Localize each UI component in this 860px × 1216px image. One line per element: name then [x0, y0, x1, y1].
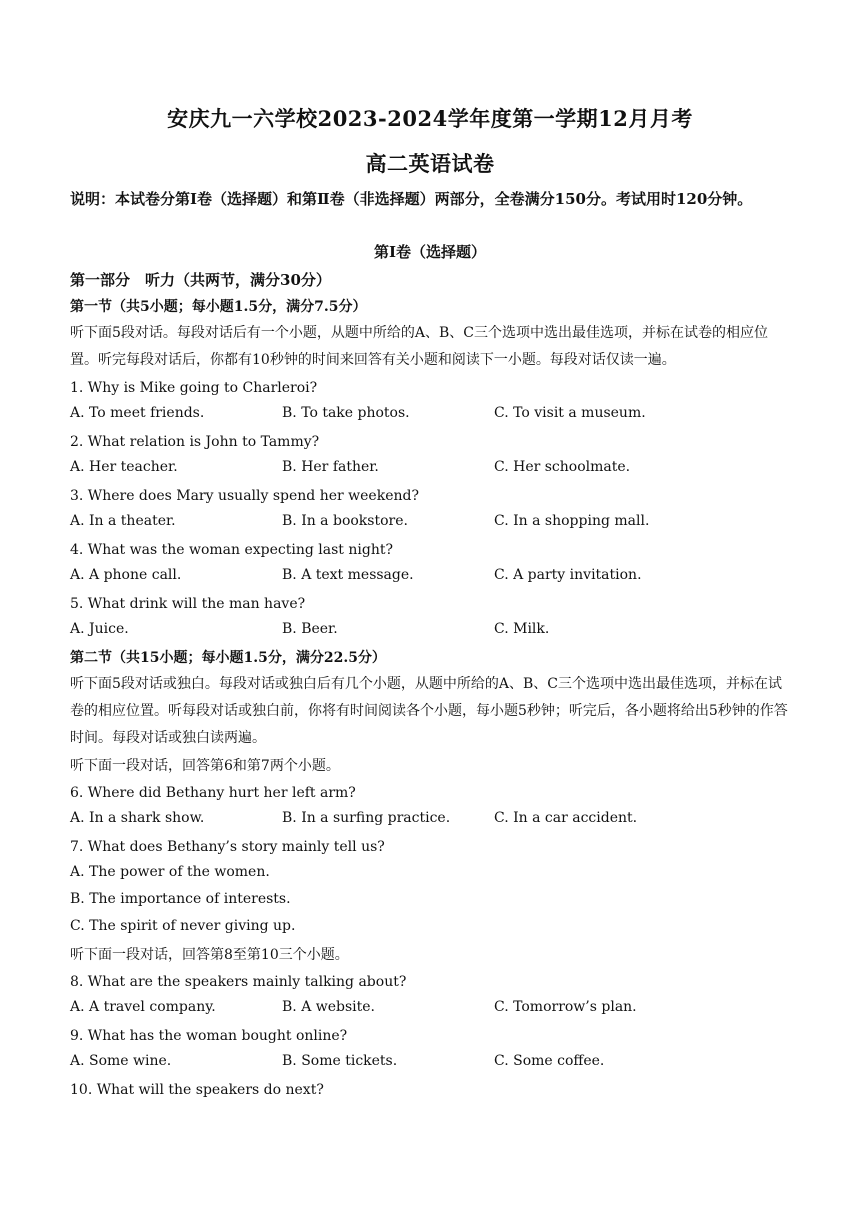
q3-option-b: B. In a bookstore.: [282, 513, 408, 529]
exam-note: 说明：本试卷分第Ⅰ卷（选择题）和第Ⅱ卷（非选择题）两部分，全卷满分150分。考试用时120分钟。: [70, 190, 753, 208]
question-5: 5. What drink will the man have?: [70, 596, 306, 612]
q6-option-c: C. In a car accident.: [494, 810, 638, 826]
q1-option-a: A. To meet friends.: [70, 405, 205, 421]
section2-heading: 第二节（共15小题；每小题1.5分，满分22.5分）: [70, 650, 386, 666]
exam-subtitle: 高二英语试卷: [365, 151, 495, 176]
question-10: 10. What will the speakers do next?: [70, 1082, 324, 1098]
q4-option-b: B. A text message.: [282, 567, 414, 583]
section1-instructions: 听下面5段对话。每段对话后有一个小题，从题中所给的A、B、C三个选项中选出最佳选项，并标在试卷的相应位置。听完每段对话后，你都有10秒钟的时间来回答有关小题和阅读下一小题。每段对话仅读一遍。: [70, 325, 769, 368]
volume-heading: 第Ⅰ卷（选择题）: [373, 243, 487, 261]
q3-option-c: C. In a shopping mall.: [494, 513, 650, 529]
question-8: 8. What are the speakers mainly talking about?: [70, 974, 407, 990]
q7-option-a: A. The power of the women.: [70, 864, 270, 880]
question-7: 7. What does Bethany’s story mainly tell us?: [70, 839, 385, 855]
dialog8-intro: 听下面一段对话，回答第8至第10三个小题。: [70, 947, 349, 963]
q4-option-c: C. A party invitation.: [494, 567, 642, 583]
q2-option-c: C. Her schoolmate.: [494, 459, 631, 475]
q7-option-b: B. The importance of interests.: [70, 891, 291, 907]
q3-option-a: A. In a theater.: [70, 513, 176, 529]
q5-option-b: B. Beer.: [282, 621, 338, 637]
q5-option-a: A. Juice.: [70, 621, 129, 637]
q9-option-c: C. Some coffee.: [494, 1053, 605, 1069]
q2-option-b: B. Her father.: [282, 459, 379, 475]
q2-option-a: A. Her teacher.: [70, 459, 178, 475]
q1-option-c: C. To visit a museum.: [494, 405, 646, 421]
question-9: 9. What has the woman bought online?: [70, 1028, 348, 1044]
dialog6-intro: 听下面一段对话，回答第6和第7两个小题。: [70, 758, 340, 774]
q7-option-c: C. The spirit of never giving up.: [70, 918, 296, 934]
q6-option-a: A. In a shark show.: [70, 810, 205, 826]
q1-option-b: B. To take photos.: [282, 405, 410, 421]
q9-option-b: B. Some tickets.: [282, 1053, 398, 1069]
question-3: 3. Where does Mary usually spend her weekend?: [70, 488, 419, 504]
q6-option-b: B. In a surfing practice.: [282, 810, 451, 826]
q8-option-b: B. A website.: [282, 999, 376, 1015]
q5-option-c: C. Milk.: [494, 621, 550, 637]
section2-instructions: 听下面5段对话或独白。每段对话或独白后有几个小题，从题中所给的A、B、C三个选项中选出最佳选项，并标在试卷的相应位置。听每段对话或独白前，你将有时间阅读各个小题，每小题5秒钟；听完后，各小题将给出5秒钟的作答时间。每段对话或独白读两遍。: [70, 676, 788, 746]
question-1: 1. Why is Mike going to Charleroi?: [70, 380, 318, 396]
section1-heading: 第一节（共5小题；每小题1.5分，满分7.5分）: [70, 299, 367, 315]
q4-option-a: A. A phone call.: [70, 567, 182, 583]
question-4: 4. What was the woman expecting last night?: [70, 542, 393, 558]
question-6: 6. Where did Bethany hurt her left arm?: [70, 785, 356, 801]
part1-heading: 第一部分 听力（共两节，满分30分）: [70, 271, 331, 289]
exam-title: 安庆九一六学校2023-2024学年度第一学期12月月考: [167, 106, 693, 131]
q9-option-a: A. Some wine.: [70, 1053, 172, 1069]
q8-option-a: A. A travel company.: [70, 999, 216, 1015]
q8-option-c: C. Tomorrow’s plan.: [494, 999, 637, 1015]
question-2: 2. What relation is John to Tammy?: [70, 434, 320, 450]
